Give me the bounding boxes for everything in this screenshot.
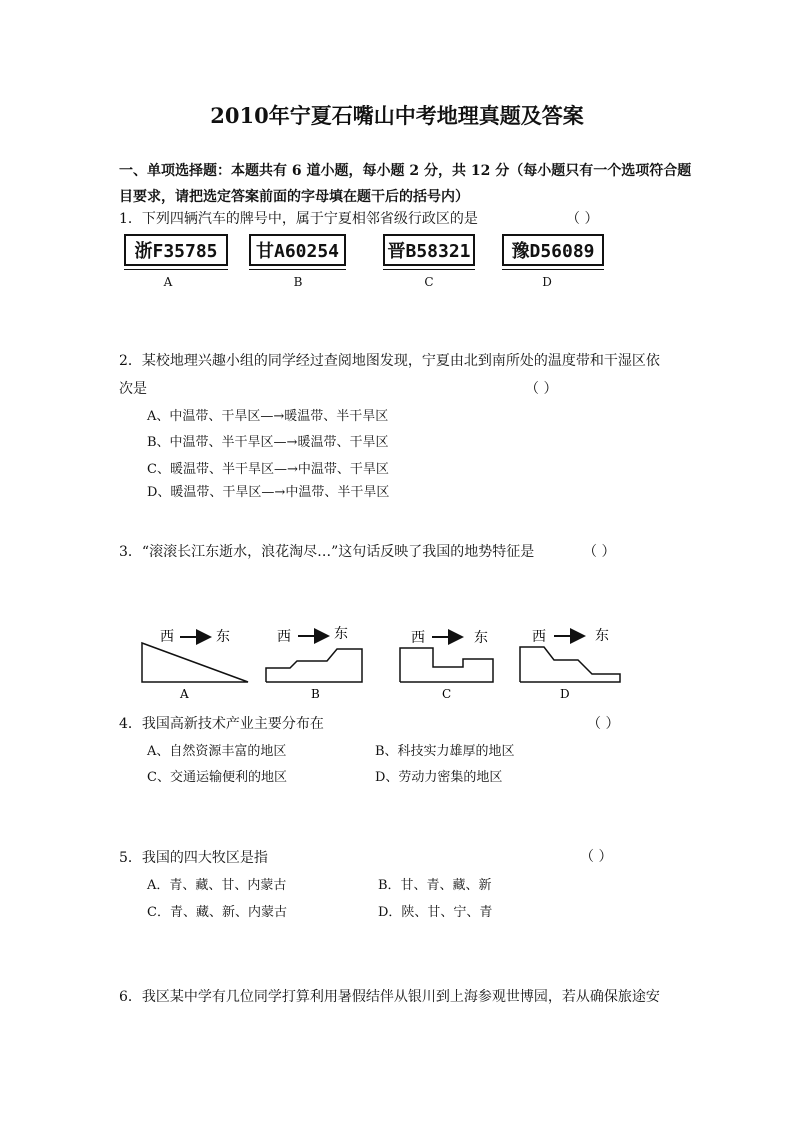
plate-b: 甘A60254 [249, 234, 346, 266]
question-4-option-d: D、劳动力密集的地区 [375, 770, 503, 785]
question-4-answer-paren: （ ） [587, 716, 620, 732]
question-2-answer-paren: （ ） [525, 381, 558, 397]
question-5-option-a: A．青、藏、甘、内蒙古 [147, 878, 287, 893]
plate-c: 晋B58321 [383, 234, 475, 266]
question-2-option-c: C、暖温带、半干旱区—→中温带、干旱区 [147, 462, 389, 477]
terrain-profile-diagrams [130, 620, 630, 705]
terrain-c-label: C [442, 687, 452, 701]
terrain-b-west: 西 [277, 629, 291, 645]
question-4-option-b: B、科技实力雄厚的地区 [375, 744, 515, 759]
terrain-profile-a [142, 629, 248, 701]
question-3-text: 3．“滚滚长江东逝水，浪花淘尽…”这句话反映了我国的地势特征是 [119, 544, 535, 560]
plate-d: 豫D56089 [502, 234, 604, 266]
question-2-option-b: B、中温带、半干旱区—→暖温带、干旱区 [147, 435, 389, 450]
terrain-a-label: A [180, 687, 189, 701]
question-4-option-a: A、自然资源丰富的地区 [147, 744, 287, 759]
question-2-line1: 2．某校地理兴趣小组的同学经过查阅地图发现，宁夏由北到南所处的温度带和干湿区依 [119, 353, 660, 369]
question-5-option-b: B．甘、青、藏、新 [378, 878, 492, 893]
terrain-c-east: 东 [474, 630, 488, 646]
plate-b-label: B [293, 275, 303, 289]
plate-a-label: A [163, 275, 173, 289]
terrain-profile-d [520, 628, 620, 701]
section-heading-line2: 目要求，请把选定答案前面的字母填在题干后的括号内） [119, 189, 469, 205]
section-heading-line1: 一、单项选择题：本题共有 6 道小题，每小题 2 分，共 12 分（每小题只有一个选项符合题 [119, 163, 692, 179]
question-5-option-c: C．青、藏、新、内蒙古 [147, 905, 287, 920]
question-2-option-d: D、暖温带、干旱区—→中温带、半干旱区 [147, 485, 390, 500]
terrain-profile-c [400, 630, 493, 701]
question-5-option-d: D．陕、甘、宁、青 [378, 905, 493, 920]
question-3-answer-paren: （ ） [583, 544, 616, 560]
terrain-a-east: 东 [216, 629, 230, 645]
terrain-profile-b [266, 626, 362, 701]
page-title: 2010年宁夏石嘴山中考地理真题及答案 [210, 103, 584, 128]
plate-a-underline [124, 269, 228, 270]
terrain-d-east: 东 [595, 628, 609, 644]
plate-d-label: D [542, 275, 552, 289]
terrain-d-west: 西 [532, 629, 546, 645]
plate-a: 浙F35785 [124, 234, 228, 266]
question-4-text: 4．我国高新技术产业主要分布在 [119, 716, 324, 732]
terrain-c-west: 西 [411, 630, 425, 646]
terrain-b-label: B [311, 687, 320, 701]
question-5-text: 5．我国的四大牧区是指 [119, 850, 268, 866]
plate-d-underline [502, 269, 604, 270]
question-1-text: 1．下列四辆汽车的牌号中，属于宁夏相邻省级行政区的是 [119, 211, 478, 227]
question-6-text: 6．我区某中学有几位同学打算利用暑假结伴从银川到上海参观世博园，若从确保旅途安 [119, 989, 660, 1005]
terrain-b-east: 东 [334, 626, 348, 642]
plate-b-underline [249, 269, 346, 270]
plate-c-underline [383, 269, 475, 270]
question-2-option-a: A、中温带、干旱区—→暖温带、半干旱区 [147, 409, 389, 424]
terrain-d-label: D [560, 687, 570, 701]
question-4-option-c: C、交通运输便利的地区 [147, 770, 287, 785]
question-1-answer-paren: （ ） [566, 211, 599, 227]
plate-c-label: C [424, 275, 434, 289]
question-5-answer-paren: （ ） [580, 849, 613, 865]
terrain-a-west: 西 [160, 629, 174, 645]
question-2-line2: 次是 [119, 381, 147, 397]
